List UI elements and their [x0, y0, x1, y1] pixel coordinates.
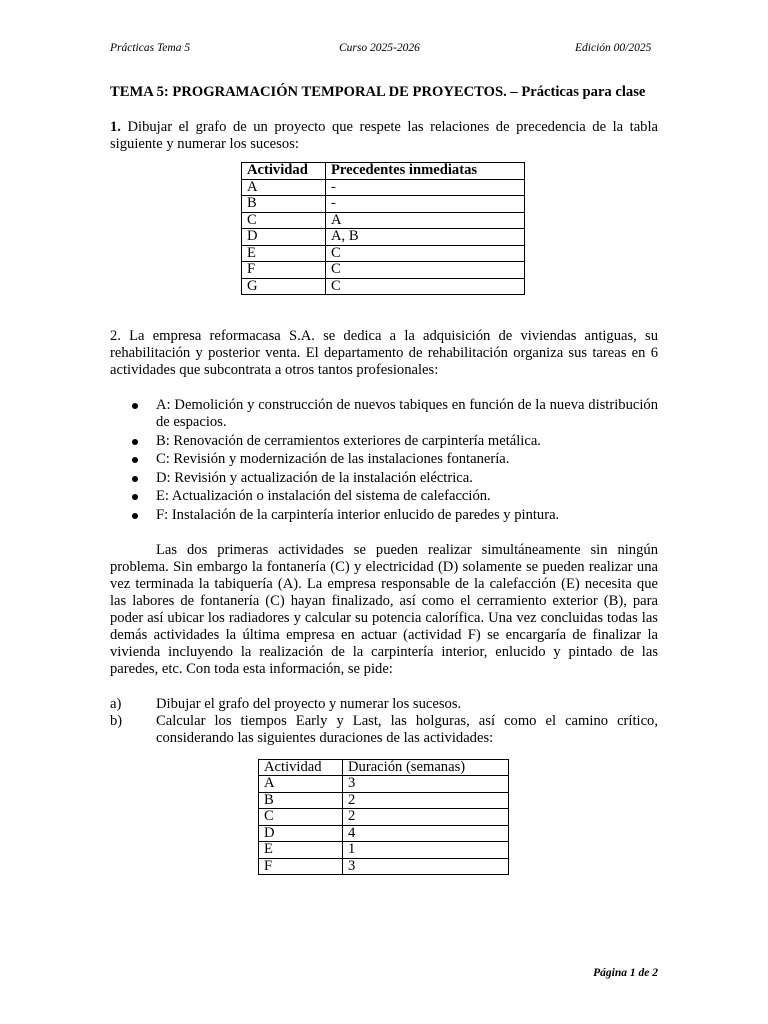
table-cell: C: [326, 262, 525, 279]
precedence-table: [241, 162, 525, 295]
header-left: Prácticas Tema 5: [110, 42, 191, 54]
table-cell: A: [326, 212, 525, 229]
table-row: [259, 809, 509, 826]
table-header: Duración (semanas): [343, 759, 509, 776]
table-cell: B: [259, 792, 343, 809]
bullet-icon: [132, 439, 138, 445]
table-cell: A: [242, 179, 326, 196]
table-cell: C: [242, 212, 326, 229]
list-item-text: D: Revisión y actualización de la instalación eléctrica.: [156, 469, 473, 486]
page-number: Página 1 de 2: [593, 967, 658, 979]
list-item: [110, 507, 658, 524]
table-cell: A, B: [326, 229, 525, 246]
table-cell: D: [242, 229, 326, 246]
table-row: [259, 776, 509, 793]
question-1: [110, 119, 658, 153]
table-cell: C: [326, 245, 525, 262]
table-row: [242, 196, 525, 213]
bullet-icon: [132, 513, 138, 519]
page-title: TEMA 5: PROGRAMACIÓN TEMPORAL DE PROYECTOS. – Prácticas para clase: [110, 84, 646, 100]
table-cell: E: [259, 842, 343, 859]
header-center: Curso 2025-2026: [339, 42, 420, 54]
bullet-icon: [132, 476, 138, 482]
table-cell: 3: [343, 776, 509, 793]
table-cell: 2: [343, 809, 509, 826]
table-header: Actividad: [259, 759, 343, 776]
table-row: [259, 825, 509, 842]
list-marker: b): [110, 712, 123, 729]
table-row: [242, 262, 525, 279]
table-row: [242, 229, 525, 246]
table-cell: 2: [343, 792, 509, 809]
table-cell: 4: [343, 825, 509, 842]
table-cell: B: [242, 196, 326, 213]
table-cell: E: [242, 245, 326, 262]
table-cell: C: [259, 809, 343, 826]
table-cell: 1: [343, 842, 509, 859]
list-item: [110, 696, 658, 713]
table-row: [259, 792, 509, 809]
table-row: [259, 842, 509, 859]
list-item: [110, 451, 658, 468]
list-item-text: E: Actualización o instalación del sistema de calefacción.: [156, 488, 491, 504]
table-row: [242, 179, 525, 196]
table-cell: F: [242, 262, 326, 279]
task-list: [110, 696, 658, 747]
table-row: [259, 858, 509, 875]
table-header: Actividad: [242, 163, 326, 180]
question-1-number: 1.: [110, 119, 121, 135]
list-item-text: F: Instalación de la carpintería interior enlucido de paredes y pintura.: [156, 506, 560, 523]
table-header: Precedentes inmediatas: [326, 163, 525, 180]
table-cell: -: [326, 179, 525, 196]
bullet-icon: [132, 457, 138, 463]
table-header-row: [242, 163, 525, 180]
activity-list: [110, 397, 658, 524]
table-cell: A: [259, 776, 343, 793]
bullet-icon: [132, 403, 138, 409]
table-row: [242, 278, 525, 295]
list-item: [110, 470, 658, 487]
list-item-text: B: Renovación de cerramientos exteriores de carpintería metálica.: [156, 432, 541, 449]
list-item: [110, 488, 658, 505]
list-item: [110, 713, 658, 747]
bullet-icon: [132, 494, 138, 500]
table-cell: F: [259, 858, 343, 875]
table-cell: C: [326, 278, 525, 295]
question-2-paragraph: Las dos primeras actividades se pueden realizar simultáneamente sin ningún problema. Sin embargo la fontanería (C) y electricidad (D) solamente se pueden realizar una vez terminada la tabiquería (A). La empresa responsable de la calefacción (E) necesita que las labores de fontanería (C) hayan finalizado, así como el cerramiento exterior (B), para poder así ubicar los radiadores y calcular su potencia calorífica. Una vez concluidas todas las demás actividades la última empresa en actuar (actividad F) se encargaría de finalizar la vivienda incluyendo la realización de la carpintería interior, enlucido y pintado de las paredes, etc. Con toda esta información, se pide:: [110, 541, 658, 677]
question-2-intro: 2. La empresa reformacasa S.A. se dedica a la adquisición de viviendas antiguas, su rehabilitación y posterior venta. El departamento de rehabilitación organiza sus tareas en 6 actividades que subcontrata a otros tantos profesionales:: [110, 328, 658, 378]
table-cell: -: [326, 196, 525, 213]
table-row: [242, 245, 525, 262]
list-item-text: A: Demolición y construcción de nuevos tabiques en función de la nueva distribución de espacios.: [156, 397, 658, 430]
table-header-row: [259, 759, 509, 776]
table-cell: 3: [343, 858, 509, 875]
table-cell: G: [242, 278, 326, 295]
list-item: [110, 397, 658, 431]
list-item-text: C: Revisión y modernización de las instalaciones fontanería.: [156, 451, 510, 467]
table-row: [242, 212, 525, 229]
question-1-text: Dibujar el grafo de un proyecto que respete las relaciones de precedencia de la tabla siguiente y numerar los sucesos:: [110, 119, 658, 152]
list-item-text: Dibujar el grafo del proyecto y numerar los sucesos.: [156, 695, 462, 712]
list-marker: a): [110, 695, 122, 712]
list-item-text: Calcular los tiempos Early y Last, las holguras, así como el camino crítico, considerando las siguientes duraciones de las actividades:: [156, 712, 658, 746]
document-body: [110, 84, 658, 875]
duration-table: [258, 759, 509, 876]
list-item: [110, 433, 658, 450]
header-right: Edición 00/2025: [575, 42, 652, 54]
table-cell: D: [259, 825, 343, 842]
